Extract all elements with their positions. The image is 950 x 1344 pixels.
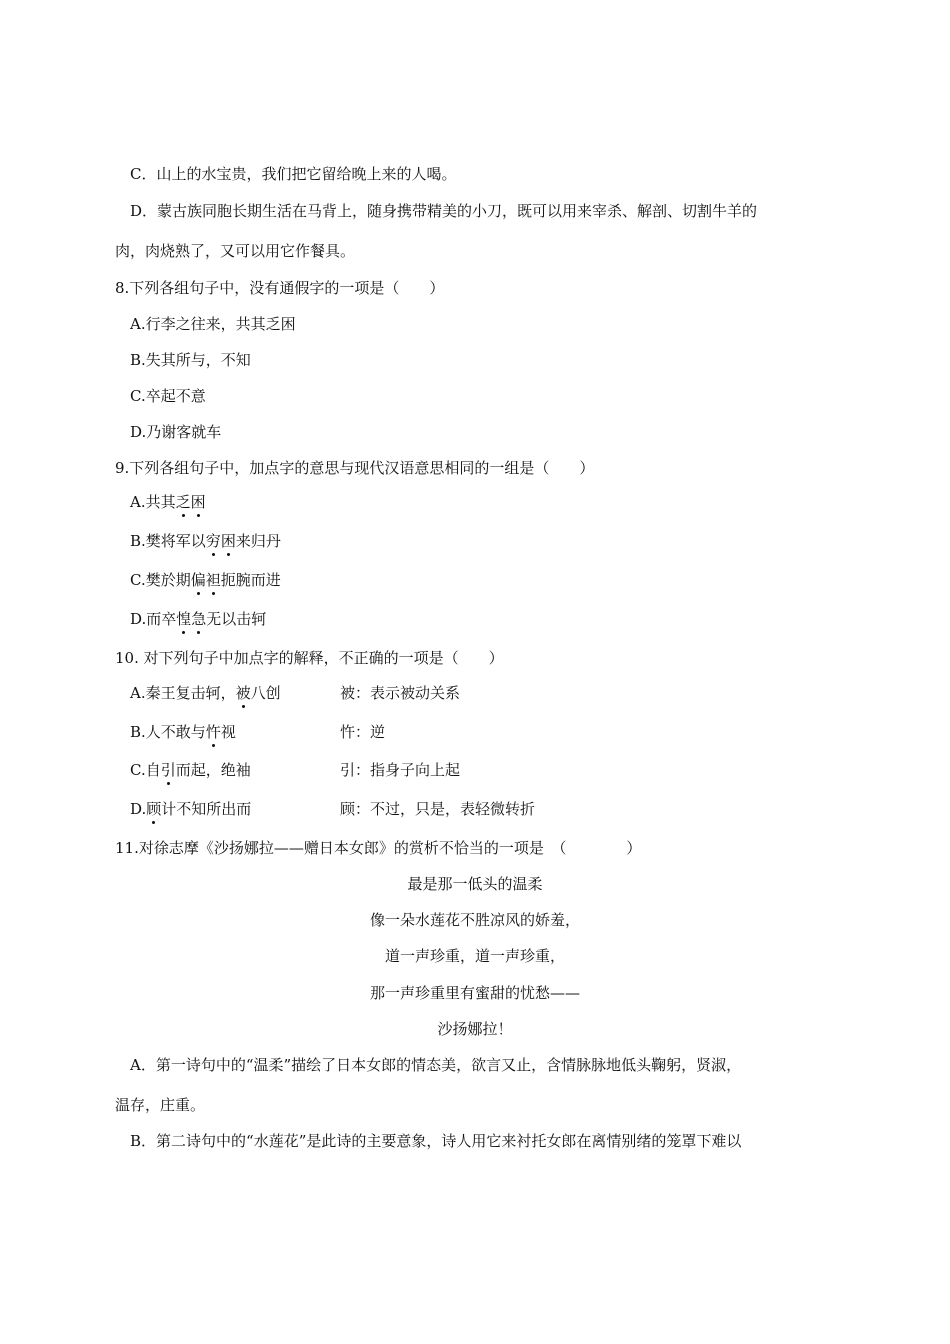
poem-line-2: 像一朵水莲花不胜凉风的娇羞， xyxy=(369,911,580,929)
question-11-option-a-line2: 温存，庄重。 xyxy=(115,1096,206,1114)
option-text: C.自 xyxy=(130,761,161,779)
option-text: 无以击轲 xyxy=(206,610,267,628)
option-explanation: 忤：逆 xyxy=(340,723,386,741)
poem-line-4: 那一声珍重里有蜜甜的忧愁—— xyxy=(369,984,580,1002)
question-9-stem: 9.下列各组句子中，加点字的意思与现代汉语意思相同的一组是（ ） xyxy=(115,459,595,477)
dotted-char: 被 xyxy=(235,684,251,702)
option-explanation: 顾：不过，只是，表轻微转折 xyxy=(340,800,536,818)
option-text: A.共其 xyxy=(130,493,176,511)
poem-line-1: 最是那一低头的温柔 xyxy=(407,875,543,893)
option-c-prev-question: C．山上的水宝贵，我们把它留给晚上来的人喝。 xyxy=(130,165,457,183)
dotted-char: 乏 xyxy=(175,493,191,511)
option-d-prev-question-line2: 肉，肉烧熟了，又可以用它作餐具。 xyxy=(115,242,356,260)
dotted-char: 穷 xyxy=(205,532,221,550)
dotted-char: 急 xyxy=(191,610,207,628)
question-10-option-d xyxy=(130,799,830,819)
option-text: 八创 xyxy=(250,684,281,702)
option-text: 视 xyxy=(220,723,236,741)
option-text: D. xyxy=(130,800,147,818)
question-8-option-d: D.乃谢客就车 xyxy=(130,423,222,441)
question-11-option-b-line1: B．第二诗句中的“水莲花”是此诗的主要意象，诗人用它来衬托女郎在离情别绪的笼罩下难以 xyxy=(130,1132,742,1150)
dotted-char: 引 xyxy=(160,761,176,779)
option-text: D.而卒 xyxy=(130,610,177,628)
option-text: 计不知所出而 xyxy=(161,800,252,818)
option-text: 来归丹 xyxy=(235,532,281,550)
question-10-stem: 10. 对下列句子中加点字的解释，不正确的一项是（ ） xyxy=(115,649,504,667)
dotted-char: 袒 xyxy=(205,571,221,589)
dotted-char: 困 xyxy=(220,532,236,550)
question-10-option-b xyxy=(130,722,830,742)
option-text: B.樊将军以 xyxy=(130,532,206,550)
option-explanation: 被：表示被动关系 xyxy=(340,684,461,702)
option-d-prev-question-line1: D．蒙古族同胞长期生活在马背上，随身携带精美的小刀，既可以用来宰杀、解剖、切割牛羊的 xyxy=(130,202,758,220)
option-text: 而起，绝袖 xyxy=(175,761,251,779)
poem-line-3: 道一声珍重，道一声珍重， xyxy=(384,947,565,965)
question-8-option-a: A.行李之往来，共其乏困 xyxy=(130,315,296,333)
question-9-option-a xyxy=(130,492,206,512)
question-11-option-a-line1: A．第一诗句中的“温柔”描绘了日本女郎的情态美，欲言又止，含情脉脉地低头鞠躬，贤淑， xyxy=(130,1056,742,1074)
dotted-char: 惶 xyxy=(176,610,192,628)
option-text: 扼腕而进 xyxy=(220,571,281,589)
question-8-option-c: C.卒起不意 xyxy=(130,387,206,405)
dotted-char: 困 xyxy=(190,493,206,511)
question-9-option-c xyxy=(130,570,281,590)
dotted-char: 忤 xyxy=(205,723,221,741)
question-9-option-d xyxy=(130,609,266,629)
question-9-option-b xyxy=(130,531,281,551)
question-8-stem: 8.下列各组句子中，没有通假字的一项是（ ） xyxy=(115,279,445,297)
option-text: B.人不敢与 xyxy=(130,723,206,741)
question-11-stem: 11.对徐志摩《沙扬娜拉——赠日本女郎》的赏析不恰当的一项是 （ ） xyxy=(115,839,642,857)
option-text: A.秦王复击轲， xyxy=(130,684,236,702)
option-text: C.樊於期 xyxy=(130,571,191,589)
question-10-option-a xyxy=(130,683,830,703)
option-explanation: 引：指身子向上起 xyxy=(340,761,461,779)
poem-line-5: 沙扬娜拉！ xyxy=(437,1020,513,1038)
question-10-option-c xyxy=(130,760,830,780)
dotted-char: 偏 xyxy=(190,571,206,589)
dotted-char: 顾 xyxy=(146,800,162,818)
question-8-option-b: B.失其所与，不知 xyxy=(130,351,251,369)
